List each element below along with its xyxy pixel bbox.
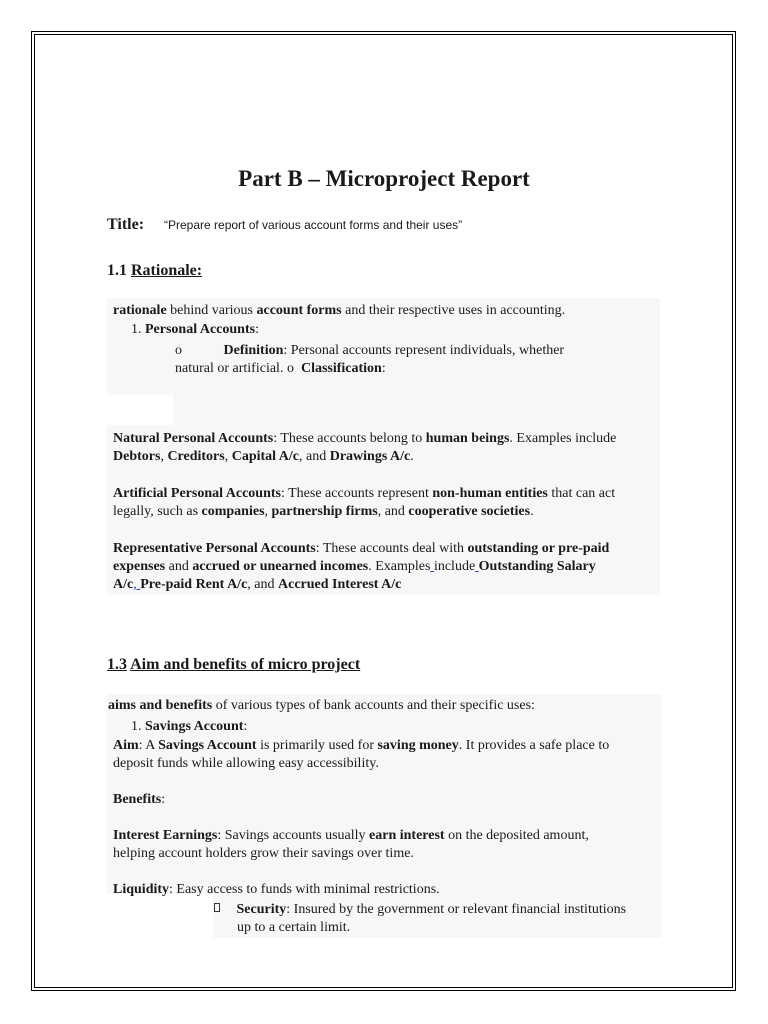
- report-heading: Part B – Microproject Report: [238, 166, 530, 191]
- aim-line2: deposit funds while allowing easy accessibility.: [113, 756, 379, 771]
- benefits-label: Benefits:: [113, 792, 166, 807]
- title-text: “Prepare report of various account forms and their uses”: [164, 218, 463, 232]
- interest-line2: helping account holders grow their savings over time.: [113, 846, 414, 861]
- list-item-savings-account: 1. Savings Account:: [131, 719, 248, 734]
- section-label: Aim and benefits of micro project: [130, 656, 361, 673]
- representative-accounts-line2: expenses and accrued or unearned incomes. Examples include Outstanding Salary: [113, 559, 596, 574]
- artificial-accounts-line2: legally, such as companies, partnership firms, and cooperative societies.: [113, 504, 534, 519]
- natural-accounts-line1: Natural Personal Accounts: These accounts belong to human beings. Examples include: [113, 431, 617, 446]
- section-rationale-heading: [107, 262, 202, 280]
- security-line2: up to a certain limit.: [237, 920, 351, 935]
- interest-line1: Interest Earnings: Savings accounts usually earn interest on the deposited amount,: [113, 828, 589, 843]
- natural-accounts-line2: Debtors, Creditors, Capital A/c, and Drawings A/c.: [113, 449, 414, 464]
- representative-accounts-line1: Representative Personal Accounts: These accounts deal with outstanding or pre-paid: [113, 541, 610, 556]
- section-label: Rationale:: [131, 262, 203, 279]
- liquidity-line: Liquidity: Easy access to funds with minimal restrictions.: [113, 882, 440, 897]
- rationale-gap: [107, 395, 173, 425]
- section-number: 1.3: [107, 656, 127, 673]
- aim-intro: aims and benefits of various types of bank accounts and their specific uses:: [108, 698, 535, 713]
- title-label: Title:: [107, 216, 145, 233]
- list-item-personal-accounts: 1. Personal Accounts:: [131, 322, 259, 337]
- rationale-shade-mid: [173, 395, 660, 425]
- artificial-accounts-line1: Artificial Personal Accounts: These accounts represent non-human entities that can act: [113, 486, 616, 501]
- circle-bullet-icon: o: [175, 343, 182, 358]
- aim-line1: Aim: A Savings Account is primarily used for saving money. It provides a safe place to: [113, 738, 610, 753]
- section-number: 1.1: [107, 262, 127, 279]
- section-aim-heading: [107, 656, 360, 674]
- square-bullet-icon: [214, 903, 220, 912]
- representative-accounts-line3: A/c, Pre-paid Rent A/c, and Accrued Interest A/c: [113, 577, 402, 592]
- circle-bullet-icon: o: [286, 361, 294, 376]
- definition-line-2: natural or artificial. o Classification:: [175, 361, 386, 376]
- security-line1: Security: Insured by the government or relevant financial institutions: [214, 901, 626, 919]
- rationale-intro: rationale behind various account forms and their respective uses in accounting.: [113, 303, 566, 318]
- definition-line: o Definition: Personal accounts represent individuals, whether: [175, 343, 565, 358]
